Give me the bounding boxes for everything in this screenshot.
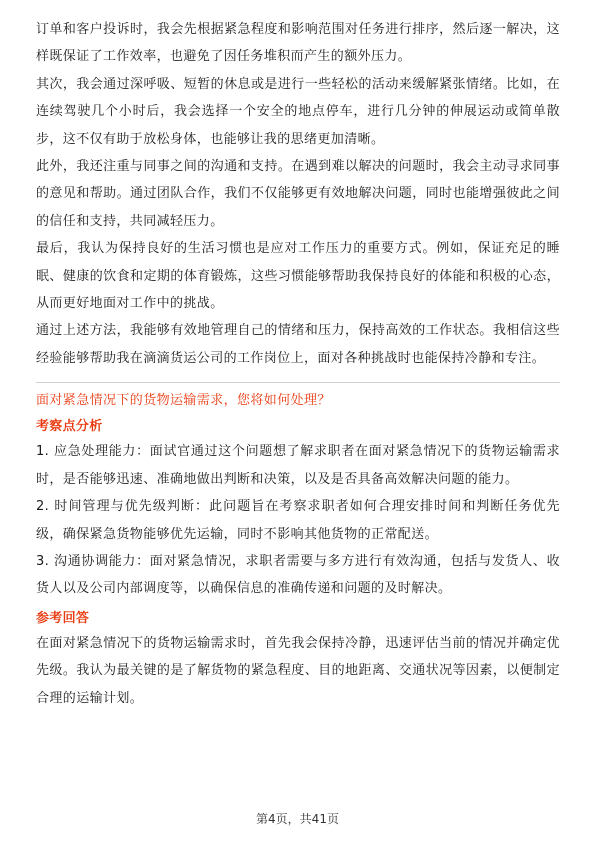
question-heading: 面对紧急情况下的货物运输需求，您将如何处理？ [36, 393, 331, 409]
body-paragraph: 此外，我还注重与同事之间的沟通和支持。在遇到难以解决的问题时，我会主动寻求同事的意见和帮助。通过团队合作，我们不仅能够更有效地解决问题，同时也能增强彼此之间的信任和支持，共同减轻压力。 [36, 159, 560, 229]
analysis-item: 3. 沟通协调能力：面对紧急情况，求职者需要与多方进行有效沟通，包括与发货人、收货人以及公司内部调度等，以确保信息的准确传递和问题的及时解决。 [36, 553, 560, 597]
analysis-item: 2. 时间管理与优先级判断：此问题旨在考察求职者如何合理安排时间和判断任务优先级，确保紧急货物能够优先运输，同时不影响其他货物的正常配送。 [36, 499, 560, 542]
page-content [36, 16, 560, 712]
body-paragraph: 通过上述方法，我能够有效地管理自己的情绪和压力，保持高效的工作状态。我相信这些经验能够帮助我在滴滴货运公司的工作岗位上，面对各种挑战时也能保持冷静和专注。 [36, 323, 560, 366]
answer-paragraph: 在面对紧急情况下的货物运输需求时，首先我会保持冷静，迅速评估当前的情况并确定优先级。我认为最关键的是了解货物的紧急程度、目的地距离、交通状况等因素，以便制定合理的运输计划。 [36, 635, 560, 706]
body-paragraph: 最后，我认为保持良好的生活习惯也是应对工作压力的重要方式。例如，保证充足的睡眠、健康的饮食和定期的体育锻炼，这些习惯能够帮助我保持良好的体能和积极的心态，从而更好地面对工作中的挑战。 [36, 241, 560, 312]
analysis-heading: 考察点分析 [36, 419, 103, 435]
section-divider [36, 382, 560, 383]
answer-heading: 参考回答 [36, 610, 90, 626]
page-footer: 第4页，共41页 [256, 812, 339, 826]
analysis-item: 1. 应急处理能力：面试官通过这个问题想了解求职者在面对紧急情况下的货物运输需求时，是否能够迅速、准确地做出判断和决策，以及是否具备高效解决问题的能力。 [36, 444, 560, 487]
body-paragraph: 其次，我会通过深呼吸、短暂的休息或是进行一些轻松的活动来缓解紧张情绪。比如，在连续驾驶几个小时后，我会选择一个安全的地点停车，进行几分钟的伸展运动或简单散步，这不仅有助于放松身体，也能够让我的思绪更加清晰。 [36, 76, 560, 147]
body-paragraph: 订单和客户投诉时，我会先根据紧急程度和影响范围对任务进行排序，然后逐一解决，这样既保证了工作效率，也避免了因任务堆积而产生的额外压力。 [36, 22, 560, 65]
